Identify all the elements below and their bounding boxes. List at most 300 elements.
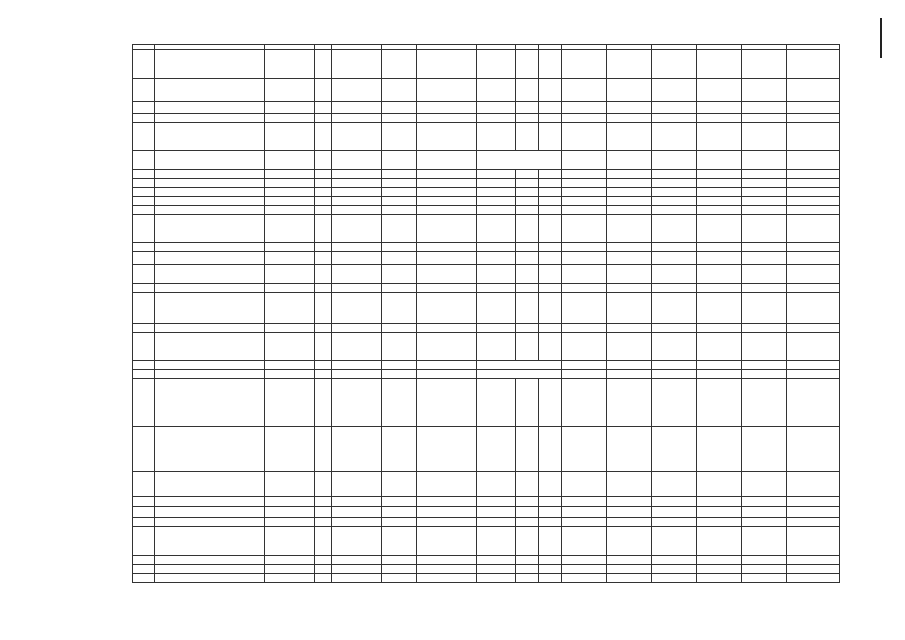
budget-code-cell xyxy=(539,518,562,527)
table-cell xyxy=(382,284,417,293)
table-row xyxy=(133,284,840,293)
table-cell xyxy=(742,527,787,556)
table-cell xyxy=(742,123,787,151)
table-cell xyxy=(315,284,332,293)
table-cell xyxy=(332,527,382,556)
budget-code-cell xyxy=(787,565,840,574)
table-cell xyxy=(477,379,516,427)
table-row xyxy=(133,324,840,333)
table-cell xyxy=(697,472,742,497)
table-cell xyxy=(516,427,539,472)
table-cell xyxy=(265,79,315,102)
budget-code-cell xyxy=(652,507,697,518)
budget-code-cell xyxy=(742,556,787,565)
budget-code-cell xyxy=(787,170,840,179)
table-cell xyxy=(652,370,697,379)
table-cell xyxy=(742,293,787,324)
budget-code-cell xyxy=(607,556,652,565)
budget-code-cell xyxy=(516,497,539,507)
table-cell xyxy=(742,265,787,284)
blank-cell xyxy=(315,197,332,206)
blank-cell xyxy=(417,556,477,565)
table-cell xyxy=(539,427,562,472)
blank-cell xyxy=(332,188,382,197)
budget-code-cell xyxy=(539,170,562,179)
table-cell xyxy=(562,284,607,293)
table-cell xyxy=(417,379,477,427)
blank-cell xyxy=(133,507,155,518)
table-cell xyxy=(742,252,787,265)
budget-code-cell xyxy=(562,206,607,215)
table-cell xyxy=(787,265,840,284)
table-cell xyxy=(742,472,787,497)
table-cell xyxy=(265,293,315,324)
table-cell xyxy=(133,472,155,497)
table-cell xyxy=(265,284,315,293)
blank-cell xyxy=(332,197,382,206)
table-row xyxy=(133,574,840,583)
budget-code-cell xyxy=(742,507,787,518)
budget-code-cell xyxy=(516,206,539,215)
table-cell xyxy=(516,215,539,243)
table-cell xyxy=(417,114,477,123)
table-cell xyxy=(315,379,332,427)
table-cell xyxy=(265,151,315,170)
table-cell xyxy=(382,243,417,252)
table-cell xyxy=(562,379,607,427)
table-cell xyxy=(539,472,562,497)
table-cell xyxy=(652,102,697,114)
table-cell xyxy=(539,379,562,427)
budget-code-cell xyxy=(539,574,562,583)
table-cell xyxy=(539,252,562,265)
table-cell xyxy=(539,265,562,284)
table-cell xyxy=(265,215,315,243)
table-cell xyxy=(133,427,155,472)
table-cell xyxy=(607,527,652,556)
table-row xyxy=(133,114,840,123)
blank-cell xyxy=(315,507,332,518)
table-cell xyxy=(133,79,155,102)
table-cell xyxy=(155,50,265,79)
table-row xyxy=(133,293,840,324)
blank-cell xyxy=(382,507,417,518)
table-row xyxy=(133,252,840,265)
table-cell xyxy=(133,324,155,333)
table-cell xyxy=(133,114,155,123)
blank-cell xyxy=(155,556,265,565)
budget-code-cell xyxy=(539,565,562,574)
budget-code-cell xyxy=(787,206,840,215)
table-cell xyxy=(417,102,477,114)
table-cell xyxy=(332,215,382,243)
budget-code-cell xyxy=(607,565,652,574)
blank-cell xyxy=(417,197,477,206)
table-cell xyxy=(332,370,382,379)
blank-cell xyxy=(265,518,315,527)
table-cell xyxy=(787,333,840,361)
table-row xyxy=(133,333,840,361)
table-cell xyxy=(133,293,155,324)
table-cell xyxy=(332,472,382,497)
table-cell xyxy=(516,379,539,427)
table-cell xyxy=(332,427,382,472)
budget-code-cell xyxy=(607,197,652,206)
table-cell xyxy=(417,293,477,324)
table-cell xyxy=(787,293,840,324)
table-cell xyxy=(265,252,315,265)
table-cell xyxy=(265,265,315,284)
table-cell xyxy=(477,79,516,102)
table-cell xyxy=(477,324,516,333)
table-cell xyxy=(382,324,417,333)
table-cell xyxy=(562,427,607,472)
table-cell xyxy=(155,243,265,252)
table-cell xyxy=(516,79,539,102)
budget-code-cell xyxy=(787,556,840,565)
table-cell xyxy=(477,102,516,114)
table-cell xyxy=(652,215,697,243)
table-cell xyxy=(315,361,332,370)
budget-code-cell xyxy=(562,507,607,518)
table-cell xyxy=(265,427,315,472)
budget-code-cell xyxy=(742,574,787,583)
blank-cell xyxy=(315,556,332,565)
budget-code-cell xyxy=(477,197,516,206)
budget-code-cell xyxy=(787,188,840,197)
table-cell xyxy=(539,114,562,123)
table-row xyxy=(133,556,840,565)
table-cell xyxy=(477,243,516,252)
table-cell xyxy=(332,151,382,170)
budget-code-cell xyxy=(787,179,840,188)
table-cell xyxy=(155,252,265,265)
table-cell xyxy=(332,114,382,123)
budget-code-cell xyxy=(652,497,697,507)
budget-code-cell xyxy=(477,556,516,565)
budget-code-cell xyxy=(697,206,742,215)
table-row xyxy=(133,170,840,179)
table-cell xyxy=(516,50,539,79)
table-cell xyxy=(516,324,539,333)
blank-cell xyxy=(133,197,155,206)
blank-cell xyxy=(155,518,265,527)
table-cell xyxy=(133,379,155,427)
budget-code-cell xyxy=(477,497,516,507)
table-row xyxy=(133,79,840,102)
table-cell xyxy=(516,472,539,497)
table-cell xyxy=(315,527,332,556)
blank-cell xyxy=(332,170,382,179)
table-cell xyxy=(133,284,155,293)
table-cell xyxy=(477,472,516,497)
table-cell xyxy=(315,114,332,123)
table-cell xyxy=(315,472,332,497)
table-cell xyxy=(382,252,417,265)
table-cell xyxy=(382,370,417,379)
table-cell xyxy=(382,472,417,497)
blank-cell xyxy=(382,197,417,206)
blank-cell xyxy=(133,188,155,197)
table-cell xyxy=(539,527,562,556)
table-cell xyxy=(133,215,155,243)
blank-cell xyxy=(155,565,265,574)
budget-code-cell xyxy=(697,518,742,527)
table-cell xyxy=(265,527,315,556)
table-cell xyxy=(516,114,539,123)
table-cell xyxy=(155,324,265,333)
table-cell xyxy=(539,79,562,102)
table-cell xyxy=(332,324,382,333)
table-cell xyxy=(697,252,742,265)
table-cell xyxy=(562,79,607,102)
table-cell xyxy=(607,215,652,243)
table-cell xyxy=(417,370,477,379)
table-cell xyxy=(265,379,315,427)
table-cell xyxy=(562,243,607,252)
table-cell xyxy=(742,102,787,114)
budget-code-cell xyxy=(516,188,539,197)
table-cell xyxy=(652,252,697,265)
budget-code-cell xyxy=(742,188,787,197)
table-cell xyxy=(477,527,516,556)
table-cell xyxy=(539,50,562,79)
budget-code-cell xyxy=(697,497,742,507)
table-cell xyxy=(697,379,742,427)
total-label-cell xyxy=(477,151,562,170)
blank-cell xyxy=(332,518,382,527)
blank-cell xyxy=(417,179,477,188)
table-cell xyxy=(477,284,516,293)
table-cell xyxy=(787,379,840,427)
table-cell xyxy=(742,379,787,427)
budget-code-cell xyxy=(562,179,607,188)
table-cell xyxy=(265,370,315,379)
blank-cell xyxy=(133,574,155,583)
table-cell xyxy=(742,370,787,379)
table-cell xyxy=(155,379,265,427)
table-cell xyxy=(315,427,332,472)
blank-cell xyxy=(155,507,265,518)
table-row xyxy=(133,206,840,215)
budget-code-cell xyxy=(607,574,652,583)
budget-code-cell xyxy=(516,518,539,527)
table-cell xyxy=(417,252,477,265)
table-cell xyxy=(382,79,417,102)
table-cell xyxy=(155,427,265,472)
table-cell xyxy=(697,243,742,252)
table-cell xyxy=(155,114,265,123)
table-cell xyxy=(742,324,787,333)
table-cell xyxy=(417,265,477,284)
table-cell xyxy=(332,333,382,361)
blank-cell xyxy=(417,565,477,574)
table-cell xyxy=(382,265,417,284)
table-cell xyxy=(539,284,562,293)
table-cell xyxy=(697,427,742,472)
table-cell xyxy=(332,265,382,284)
blank-cell xyxy=(133,518,155,527)
budget-code-cell xyxy=(787,497,840,507)
table-cell xyxy=(562,265,607,284)
table-cell xyxy=(697,333,742,361)
table-cell xyxy=(742,50,787,79)
blank-cell xyxy=(315,206,332,215)
blank-cell xyxy=(265,179,315,188)
table-cell xyxy=(562,215,607,243)
table-cell xyxy=(417,324,477,333)
table-cell xyxy=(652,324,697,333)
budget-code-cell xyxy=(697,197,742,206)
budget-code-cell xyxy=(742,206,787,215)
table-cell xyxy=(562,102,607,114)
table-cell xyxy=(607,472,652,497)
table-cell xyxy=(607,252,652,265)
budget-code-cell xyxy=(652,170,697,179)
table-cell xyxy=(332,50,382,79)
table-cell xyxy=(652,151,697,170)
table-cell xyxy=(742,151,787,170)
table-cell xyxy=(315,265,332,284)
table-cell xyxy=(133,370,155,379)
table-cell xyxy=(477,293,516,324)
table-cell xyxy=(652,293,697,324)
budget-code-cell xyxy=(477,206,516,215)
table-cell xyxy=(477,123,516,151)
table-cell xyxy=(332,361,382,370)
budget-code-cell xyxy=(607,497,652,507)
table-cell xyxy=(155,527,265,556)
table-cell xyxy=(562,361,607,370)
budget-code-cell xyxy=(516,179,539,188)
budget-code-cell xyxy=(742,179,787,188)
table-cell xyxy=(315,123,332,151)
budget-code-cell xyxy=(742,565,787,574)
table-row xyxy=(133,370,840,379)
table-cell xyxy=(382,527,417,556)
blank-cell xyxy=(133,206,155,215)
table-cell xyxy=(477,265,516,284)
table-cell xyxy=(133,50,155,79)
table-cell xyxy=(315,151,332,170)
table-cell xyxy=(562,370,607,379)
blank-cell xyxy=(382,556,417,565)
table-row xyxy=(133,472,840,497)
budget-code-cell xyxy=(787,574,840,583)
blank-cell xyxy=(265,565,315,574)
table-cell xyxy=(697,284,742,293)
program-table xyxy=(132,44,840,583)
table-cell xyxy=(382,114,417,123)
table-cell xyxy=(742,243,787,252)
table-cell xyxy=(607,370,652,379)
blank-cell xyxy=(265,556,315,565)
table-cell xyxy=(697,527,742,556)
table-cell xyxy=(265,324,315,333)
table-cell xyxy=(417,215,477,243)
table-cell xyxy=(562,333,607,361)
table-cell xyxy=(155,293,265,324)
budget-code-cell xyxy=(516,574,539,583)
total-label-cell xyxy=(477,370,562,379)
blank-cell xyxy=(382,188,417,197)
table-cell xyxy=(417,333,477,361)
table-cell xyxy=(155,151,265,170)
table-row xyxy=(133,379,840,427)
table-cell xyxy=(477,50,516,79)
blank-cell xyxy=(133,170,155,179)
table-cell xyxy=(332,379,382,427)
table-cell xyxy=(155,215,265,243)
table-cell xyxy=(742,333,787,361)
table-row xyxy=(133,427,840,472)
table-cell xyxy=(562,252,607,265)
table-cell xyxy=(652,79,697,102)
blank-cell xyxy=(265,497,315,507)
table-cell xyxy=(382,333,417,361)
blank-cell xyxy=(265,197,315,206)
table-cell xyxy=(607,293,652,324)
table-cell xyxy=(315,215,332,243)
budget-code-cell xyxy=(652,518,697,527)
table-cell xyxy=(133,527,155,556)
table-cell xyxy=(539,333,562,361)
blank-cell xyxy=(265,206,315,215)
table-cell xyxy=(787,427,840,472)
table-cell xyxy=(607,243,652,252)
table-cell xyxy=(516,123,539,151)
table-cell xyxy=(787,284,840,293)
table-cell xyxy=(562,324,607,333)
table-cell xyxy=(787,361,840,370)
table-cell xyxy=(382,427,417,472)
table-row xyxy=(133,518,840,527)
blank-cell xyxy=(382,170,417,179)
table-cell xyxy=(417,472,477,497)
budget-code-cell xyxy=(477,574,516,583)
table-cell xyxy=(697,215,742,243)
table-cell xyxy=(787,114,840,123)
budget-code-cell xyxy=(562,565,607,574)
table-cell xyxy=(155,265,265,284)
budget-code-cell xyxy=(539,188,562,197)
table-row xyxy=(133,197,840,206)
table-cell xyxy=(417,50,477,79)
table-cell xyxy=(516,333,539,361)
table-cell xyxy=(315,50,332,79)
table-cell xyxy=(742,361,787,370)
table-cell xyxy=(516,284,539,293)
table-cell xyxy=(562,293,607,324)
table-cell xyxy=(787,123,840,151)
table-cell xyxy=(265,243,315,252)
blank-cell xyxy=(382,179,417,188)
table-cell xyxy=(742,284,787,293)
table-cell xyxy=(133,252,155,265)
table-cell xyxy=(382,379,417,427)
budget-code-cell xyxy=(652,574,697,583)
table-cell xyxy=(697,293,742,324)
table-cell xyxy=(787,527,840,556)
blank-cell xyxy=(332,574,382,583)
table-cell xyxy=(155,284,265,293)
budget-code-cell xyxy=(562,556,607,565)
table-cell xyxy=(742,427,787,472)
budget-code-cell xyxy=(607,518,652,527)
table-cell xyxy=(652,333,697,361)
blank-cell xyxy=(382,206,417,215)
table-cell xyxy=(332,284,382,293)
